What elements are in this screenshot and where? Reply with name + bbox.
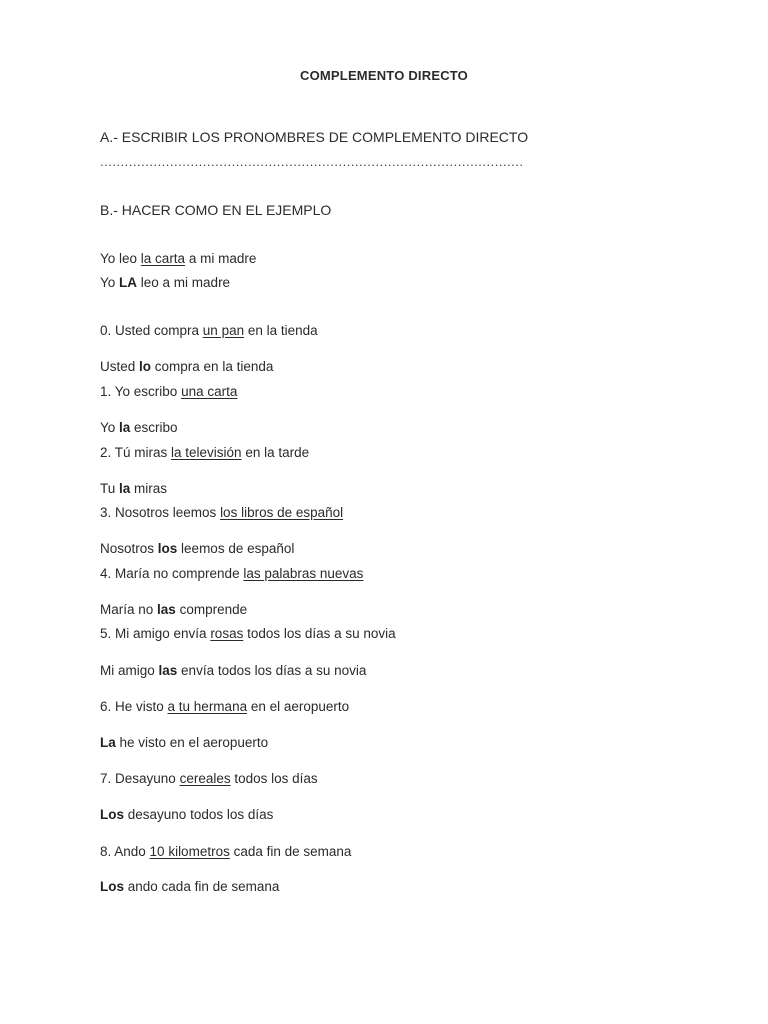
sentence-text: 5. Mi amigo envía [100,626,211,641]
pronoun: la [119,481,131,496]
answer-text: Mi amigo [100,663,159,678]
answer-text: envía todos los días a su novia [177,663,367,678]
example-answer [100,274,230,292]
exercise-sentence [100,504,343,522]
exercise-sentence [100,565,363,583]
direct-object: los libros de español [220,505,344,520]
direct-object: a tu hermana [167,699,248,714]
sentence-text: 7. Desayuno [100,771,180,786]
direct-object: la carta [140,251,186,266]
answer-text: leemos de español [177,541,295,556]
sentence-text: 0. Usted compra [100,323,203,338]
sentence-text: 6. He visto [100,699,168,714]
answer-text: escribo [130,420,178,435]
section-a-answer-line: ....................................................................................................... [100,154,524,169]
pronoun: las [158,663,178,678]
exercise-answer [100,419,178,437]
pronoun: La [100,735,116,750]
sentence-text: en el aeropuerto [247,699,350,714]
exercise-sentence [100,625,396,643]
answer-text: comprende [175,602,248,617]
pronoun: la [119,420,131,435]
page-title: COMPLEMENTO DIRECTO [300,68,468,83]
pronoun: las [157,602,176,617]
pronoun: lo [139,359,152,374]
sentence-text: a mi madre [185,251,257,266]
answer-text: leo a mi madre [137,275,231,290]
exercise-sentence [100,843,351,861]
sentence-text: 1. Yo escribo [100,384,182,399]
pronoun: LA [119,275,138,290]
sentence-text: en la tarde [241,445,310,460]
exercise-answer [100,480,167,498]
sentence-text: en la tienda [244,323,318,338]
pronoun: los [157,541,178,556]
exercise-sentence [100,383,237,401]
section-a-heading: A.- ESCRIBIR LOS PRONOMBRES DE COMPLEMENTO DIRECTO [100,129,529,145]
answer-text: desayuno todos los días [124,807,274,822]
exercise-answer [100,662,366,680]
direct-object: las palabras nuevas [243,566,364,581]
sentence-text: 3. Nosotros leemos [100,505,221,520]
pronoun: Los [100,807,125,822]
exercise-answer [100,734,268,752]
sentence-text: Yo leo [100,251,141,266]
exercise-answer [100,540,294,558]
answer-text: compra en la tienda [151,359,274,374]
exercise-answer [100,878,279,896]
sentence-text: todos los días a su novia [243,626,396,641]
sentence-text: 2. Tú miras [100,445,172,460]
exercise-sentence [100,322,318,340]
direct-object: un pan [202,323,245,338]
exercise-answer [100,601,247,619]
answer-text: Yo [100,275,120,290]
sentence-text: cada fin de semana [229,844,352,859]
direct-object: rosas [210,626,244,641]
answer-text: Yo [100,420,120,435]
direct-object: 10 kilometros [149,844,230,859]
answer-text: Usted [100,359,140,374]
exercise-answer [100,358,273,376]
answer-text: Nosotros [100,541,158,556]
exercise-answer [100,806,273,824]
sentence-text: todos los días [230,771,318,786]
exercise-sentence [100,770,318,788]
direct-object: una carta [181,384,238,399]
answer-text: María no [100,602,158,617]
exercise-sentence [100,444,309,462]
answer-text: Tu [100,481,120,496]
answer-text: miras [130,481,168,496]
direct-object: la televisión [171,445,242,460]
example-sentence [100,250,256,268]
sentence-text: 8. Ando [100,844,150,859]
pronoun: Los [100,879,125,894]
answer-text: ando cada fin de semana [124,879,280,894]
answer-text: he visto en el aeropuerto [115,735,269,750]
sentence-text: 4. María no comprende [100,566,244,581]
section-b-heading: B.- HACER COMO EN EL EJEMPLO [100,202,332,218]
direct-object: cereales [179,771,231,786]
exercise-sentence [100,698,349,716]
